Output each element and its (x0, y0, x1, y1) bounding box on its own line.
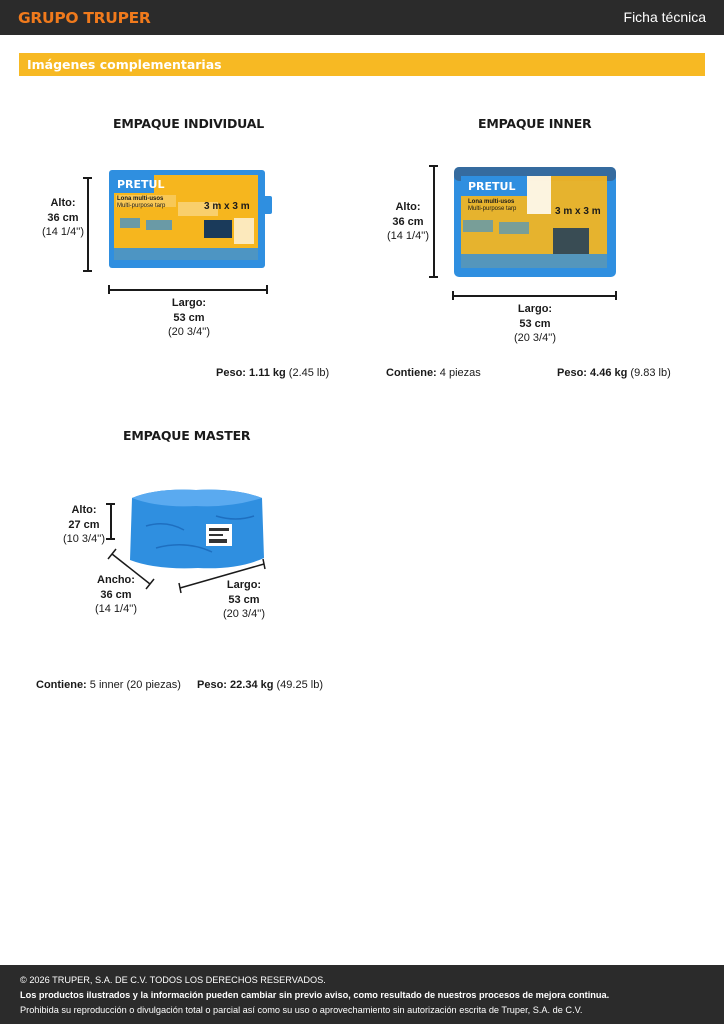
individual-alto-dimension: Alto: 36 cm (14 1/4'') (41, 197, 85, 238)
footer (0, 965, 724, 1024)
individual-weight: Peso: 1.11 kg (2.45 lb) (216, 367, 330, 379)
inner-weight: Peso: 4.46 kg (9.83 lb) (557, 367, 671, 379)
individual-label-size: 3 m x 3 m (204, 201, 250, 212)
inner-length-tick-left (452, 291, 454, 300)
inner-length-line (452, 295, 617, 297)
inner-height-tick-bottom (429, 276, 438, 278)
inner-largo-dimension: Largo: 53 cm (20 3/4'') (513, 303, 557, 344)
individual-label-brand: PRETUL (117, 178, 165, 191)
master-alto-dimension: Alto: 27 cm (10 3/4'') (62, 504, 106, 545)
inner-alto-dimension: Alto: 36 cm (14 1/4'') (386, 201, 430, 242)
top-bar (0, 0, 724, 35)
brand-logo: GRUPO TRUPER (18, 9, 151, 27)
master-contents: Contiene: 5 inner (20 piezas) (36, 679, 181, 691)
master-ancho-dimension: Ancho: 36 cm (14 1/4'') (94, 574, 138, 615)
individual-package-title: EMPAQUE INDIVIDUAL (113, 116, 264, 131)
inner-contents: Contiene: 4 piezas (386, 367, 481, 379)
master-largo-dimension: Largo: 53 cm (20 3/4'') (222, 579, 266, 620)
inner-height-tick-top (429, 165, 438, 167)
footer-notice: Los productos ilustrados y la información pueden cambiar sin previo aviso, como resultado de nuestros procesos de mejora continua. (20, 990, 610, 1000)
inner-label-product: Lona multi-usos (468, 199, 515, 205)
master-weight: Peso: 22.34 kg (49.25 lb) (197, 679, 323, 691)
inner-label-size: 3 m x 3 m (555, 206, 601, 217)
individual-length-tick-left (108, 285, 110, 294)
individual-height-tick-top (83, 177, 92, 179)
footer-copyright: © 2026 TRUPER, S.A. DE C.V. TODOS LOS DERECHOS RESERVADOS. (20, 975, 326, 985)
footer-prohibition: Prohibida su reproducción o divulgación total o parcial así como su uso o aprovechamiento sin autorización escrita de Truper, S.A. de C.V. (20, 1005, 583, 1015)
individual-label-product-en: Multi-purpose tarp (117, 203, 166, 209)
individual-largo-dimension: Largo: 53 cm (20 3/4'') (167, 297, 211, 338)
individual-package-image (108, 168, 272, 272)
section-title-bar (19, 53, 705, 76)
inner-package-title: EMPAQUE INNER (478, 116, 592, 131)
section-title: Imágenes complementarias (27, 57, 222, 72)
document-type: Ficha técnica (623, 9, 706, 25)
inner-length-tick-right (615, 291, 617, 300)
individual-length-line (108, 289, 268, 291)
inner-package-image (453, 166, 617, 278)
master-package-title: EMPAQUE MASTER (123, 428, 251, 443)
individual-label-product: Lona multi-usos (117, 196, 164, 202)
individual-height-tick-bottom (83, 270, 92, 272)
inner-label-brand: PRETUL (468, 180, 516, 193)
inner-label-product-en: Multi-purpose tarp (468, 206, 517, 212)
individual-length-tick-right (266, 285, 268, 294)
